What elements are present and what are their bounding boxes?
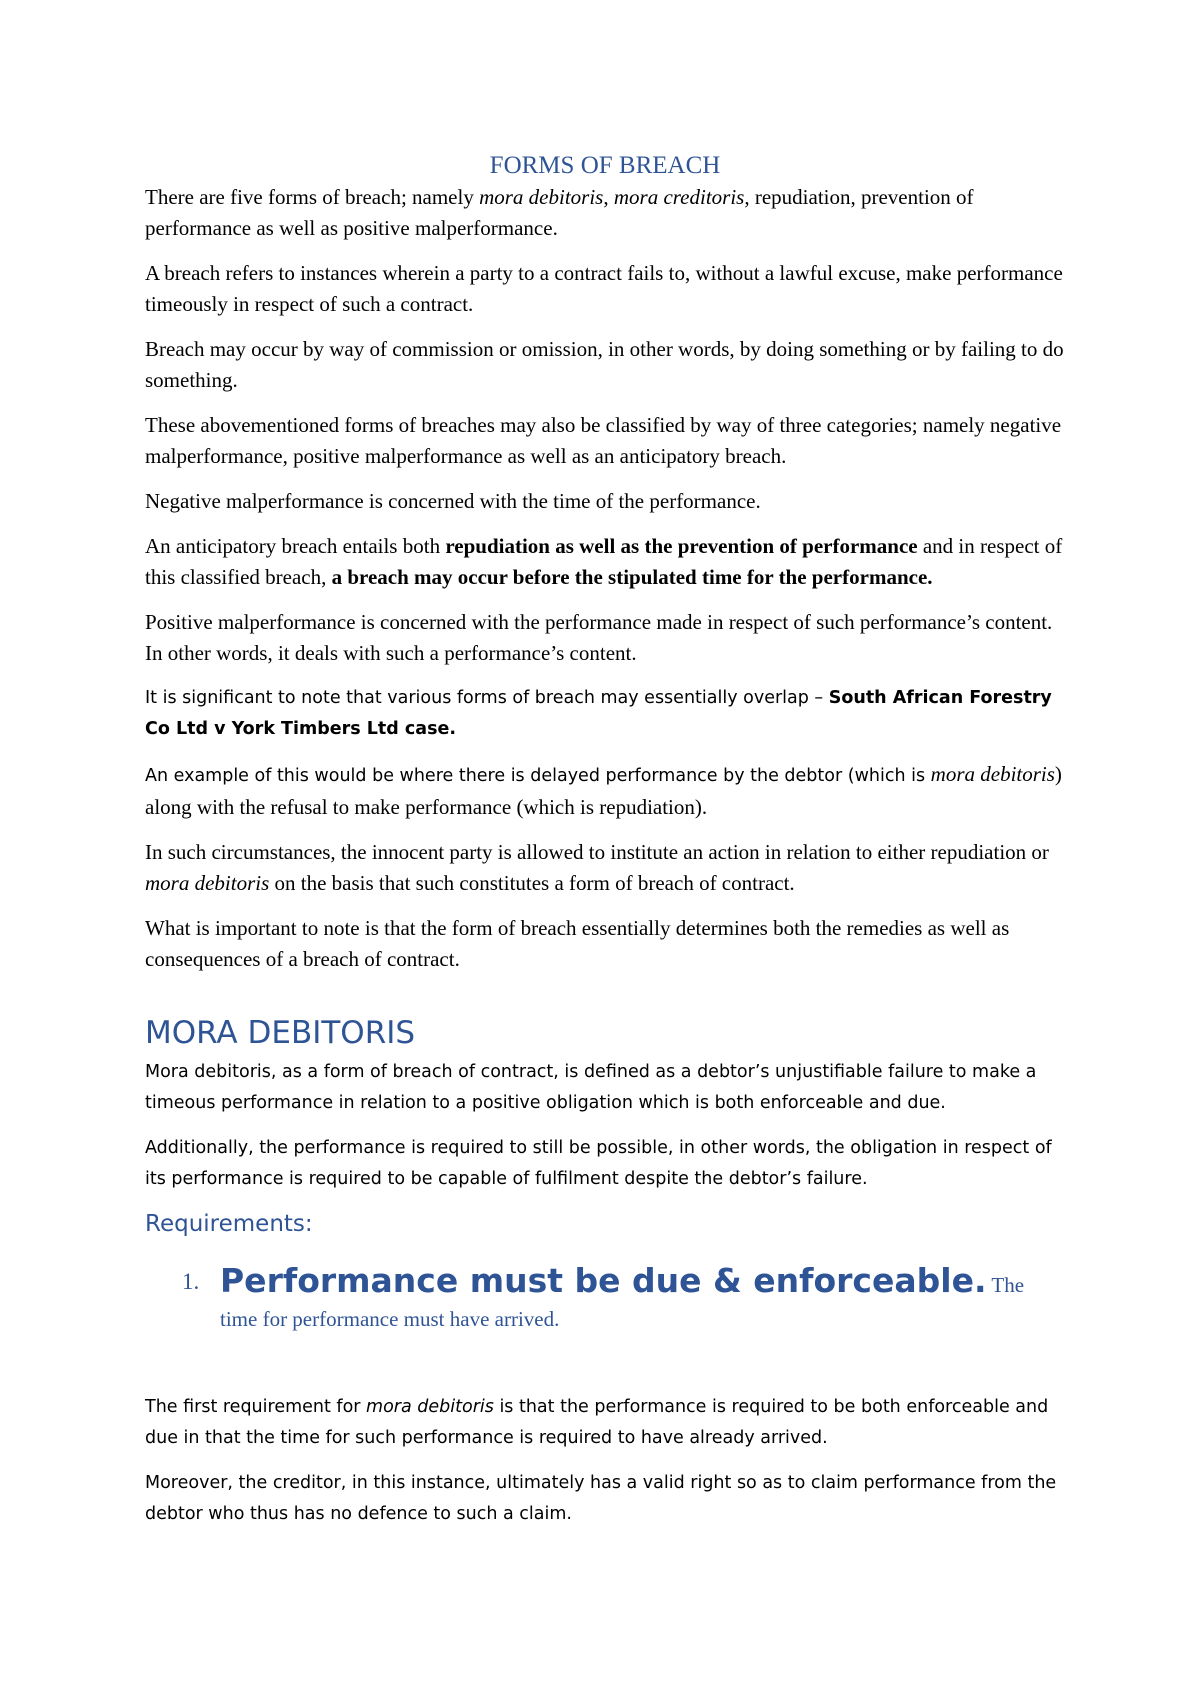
paragraph-overlap (145, 683, 1065, 745)
paragraph-creditor-right: Moreover, the creditor, in this instance, ultimately has a valid right so as to claim performance from the debtor who thus has no defence to such a claim. (145, 1473, 1057, 1524)
requirement-detail: The time for performance must have arrived. (220, 1273, 1025, 1331)
list-number: 1. (182, 1269, 200, 1294)
heading-mora-debitoris: MORA DEBITORIS (145, 1015, 416, 1051)
list-item (145, 1261, 1065, 1336)
text-run: on the basis that such constitutes a form of breach of contract. (269, 871, 795, 895)
text-run: There are five forms of breach; namely (145, 185, 480, 209)
italic-term: mora debitoris (479, 185, 604, 209)
page-title: FORMS OF BREACH (489, 152, 721, 179)
paragraph-breach-definition: A breach refers to instances wherein a party to a contract fails to, without a lawful excuse, make performance timeously in respect of such a contract. (145, 261, 1063, 316)
paragraph-example (145, 759, 1065, 823)
text-run: It is significant to note that various forms of breach may essentially overlap – (145, 688, 829, 708)
italic-term: mora creditoris (613, 185, 745, 209)
paragraph-positive-malperformance: Positive malperformance is concerned with the performance made in respect of such performance’s content. In other words, it deals with such a performance’s content. (145, 610, 1053, 665)
text-run: ) along with the refusal to make performance (which is repudiation). (145, 762, 1062, 819)
text-run: , (603, 185, 614, 209)
paragraph-mora-definition: Mora debitoris, as a form of breach of contract, is defined as a debtor’s unjustifiable failure to make a timeous performance in relation to a positive obligation which is both enforceable and due. (145, 1062, 1037, 1113)
paragraph-negative-malperformance: Negative malperformance is concerned with the time of the performance. (145, 489, 761, 513)
text-run: In such circumstances, the innocent party is allowed to institute an action in relation to either repudiation or (145, 840, 1049, 864)
paragraph-important-note: What is important to note is that the form of breach essentially determines both the remedies as well as consequences of a breach of contract. (145, 916, 1010, 971)
paragraph-mora-additional: Additionally, the performance is required to still be possible, in other words, the obligation in respect of its performance is required to be capable of fulfilment despite the debtor’s failure. (145, 1138, 1052, 1189)
italic-term: mora debitoris (930, 762, 1055, 786)
italic-term: mora debitoris (366, 1397, 494, 1417)
text-run: An anticipatory breach entails both (145, 534, 446, 558)
italic-term: mora debitoris (145, 871, 270, 895)
document-body (145, 150, 1065, 1544)
case-citation: South African Forestry Co Ltd v York Timbers Ltd case. (145, 688, 1052, 739)
paragraph-forms-intro (145, 182, 1065, 244)
paragraph-circumstances (145, 837, 1065, 899)
paragraph-anticipatory-breach (145, 531, 1065, 593)
bold-text: repudiation as well as the prevention of performance (445, 534, 918, 558)
paragraph-categories: These abovementioned forms of breaches may also be classified by way of three categories; namely negative malperformance, positive malperformance as well as an anticipatory breach. (145, 413, 1062, 468)
paragraph-first-requirement (145, 1392, 1065, 1454)
text-run: , repudiation, prevention of performance as well as positive malperformance. (145, 185, 974, 240)
heading-requirements: Requirements: (145, 1211, 313, 1237)
bold-text: a breach may occur before the stipulated time for the performance. (331, 565, 933, 589)
text-run: The first requirement for (145, 1397, 367, 1417)
text-run: and in respect of this classified breach, (145, 534, 1063, 589)
paragraph-commission-omission: Breach may occur by way of commission or omission, in other words, by doing something or by failing to do something. (145, 337, 1064, 392)
requirement-heading: Performance must be due & enforceable. (220, 1261, 987, 1300)
text-run: is that the performance is required to be both enforceable and due in that the time for such performance is required to have already arrived. (145, 1397, 1049, 1448)
text-run: An example of this would be where there is delayed performance by the debtor (which is (145, 766, 931, 786)
